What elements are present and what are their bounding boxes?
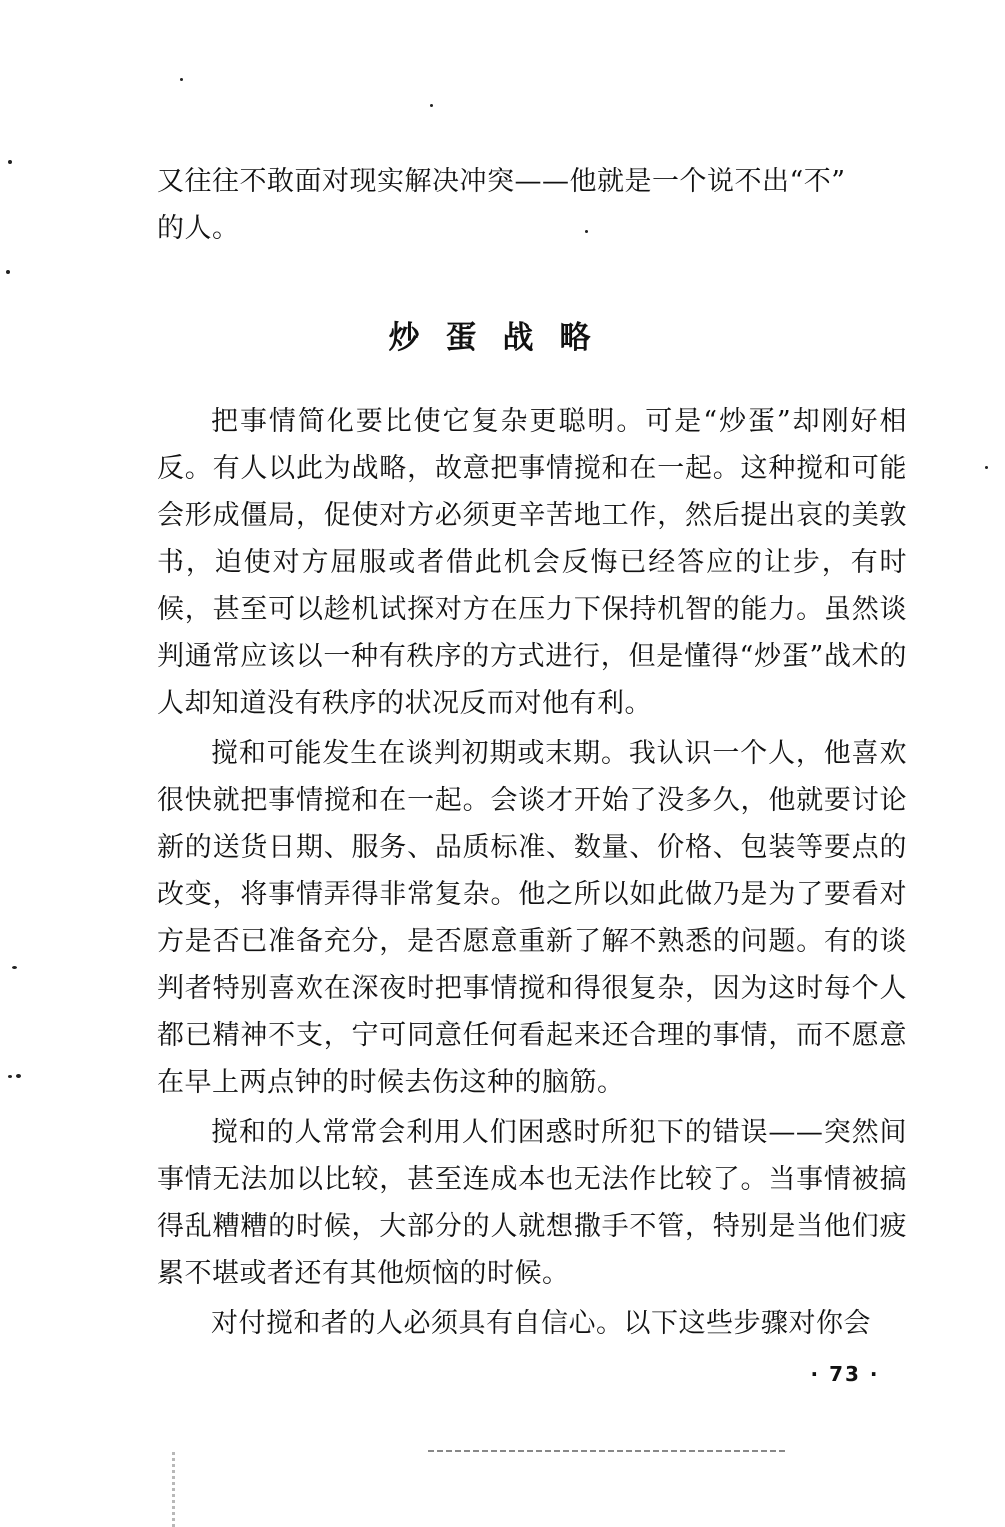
scan-speck <box>430 104 433 107</box>
scan-speck <box>585 230 588 233</box>
scan-artifact-line <box>428 1450 788 1452</box>
scan-speck <box>8 1075 12 1078</box>
paragraph-2: 搅和可能发生在谈判初期或末期。我认识一个人，他喜欢很快就把事情搅和在一起。会谈才开始了没多久，他就要讨论新的送货日期、服务、品质标准、数量、价格、包装等要点的改变，将事情弄得非常复杂。他之所以如此做乃是为了要看对方是否已准备充分，是否愿意重新了解不熟悉的问题。有的谈判者特别喜欢在深夜时把事情搅和得很复杂，因为这时每个人都已精神不支，宁可同意任何看起来还合理的事情，而不愿意在早上两点钟的时候去伤这种的脑筋。 <box>157 738 907 1098</box>
scan-speck <box>6 270 10 274</box>
intro-line-2: 的人。 <box>157 213 240 244</box>
scan-speck <box>985 466 988 469</box>
section-heading: 炒蛋战略 <box>388 320 617 356</box>
intro-text <box>157 158 907 252</box>
intro-line-1: 又往往不敢面对现实解决冲突——他就是一个说不出“不” <box>157 166 846 197</box>
page-number: · 73 · <box>810 1362 880 1386</box>
body-text <box>157 398 907 1350</box>
paragraph-1: 把事情简化要比使它复杂更聪明。可是“炒蛋”却刚好相反。有人以此为战略，故意把事情搅和在一起。这种搅和可能会形成僵局，促使对方必须更辛苦地工作，然后提出哀的美敦书，迫使对方屈服或者借此机会反悔已经答应的让步，有时候，甚至可以趁机试探对方在压力下保持机智的能力。虽然谈判通常应该以一种有秩序的方式进行，但是懂得“炒蛋”战术的人却知道没有秩序的状况反而对他有利。 <box>157 406 907 719</box>
scan-speck <box>12 966 17 969</box>
scan-speck <box>180 78 183 81</box>
paragraph-3: 搅和的人常常会利用人们困惑时所犯下的错误——突然间事情无法加以比较，甚至连成本也无法作比较了。当事情被搞得乱糟糟的时候，大部分的人就想撒手不管，特别是当他们疲累不堪或者还有其他烦恼的时候。 <box>157 1117 907 1289</box>
paragraph-4: 对付搅和者的人必须具有自信心。以下这些步骤对你会 <box>211 1308 871 1339</box>
scan-speck <box>16 1074 21 1078</box>
scan-speck <box>8 160 12 164</box>
scan-artifact-edge <box>172 1452 175 1527</box>
